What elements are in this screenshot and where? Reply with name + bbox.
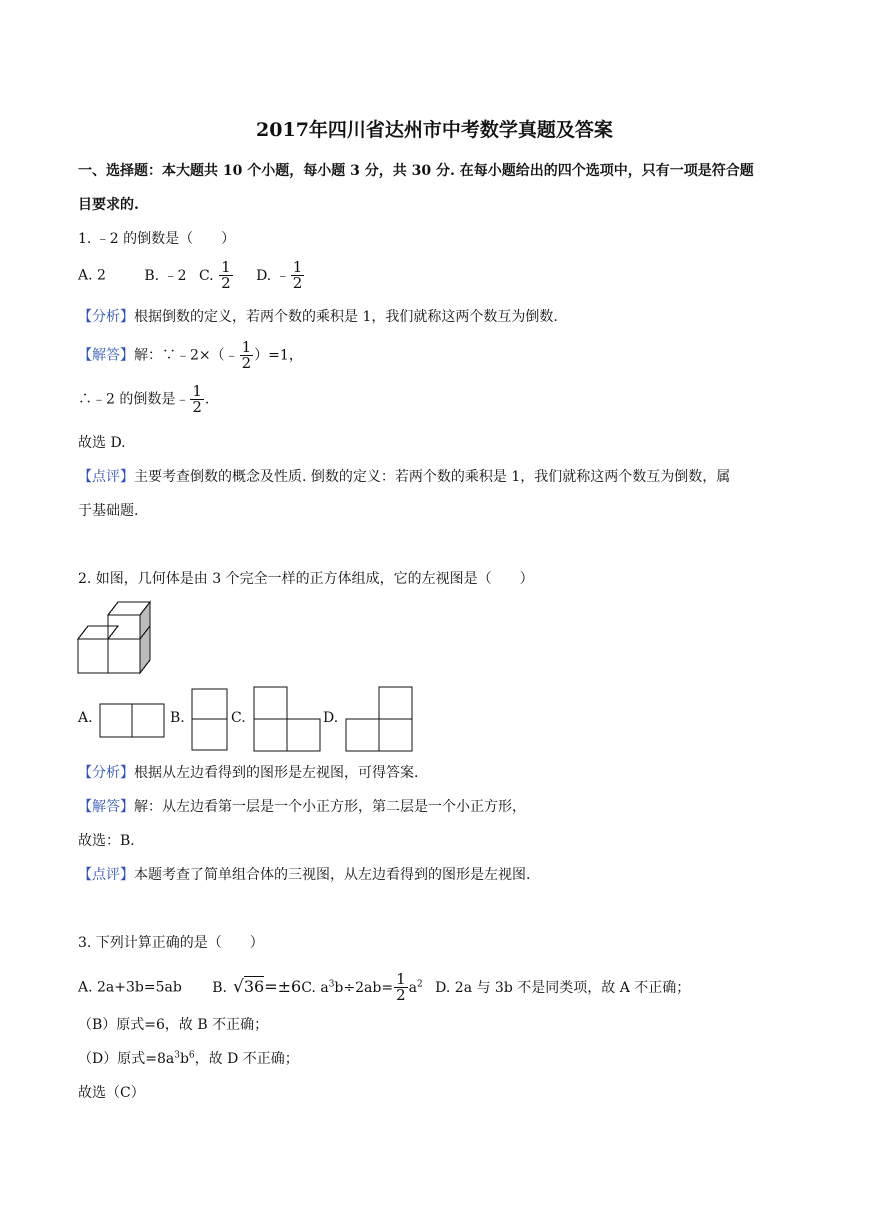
q1-answer: 【解答】解：∵﹣2×（﹣ $\frac{1}{2}$ ）=1， (78, 338, 303, 372)
q1-option-c: C. (198, 267, 214, 284)
q2-comment-tag: 【点评】 (78, 867, 134, 883)
sqrt-sign-icon: √ (233, 976, 244, 997)
q2-option-b-figure (191, 688, 229, 752)
q1-option-c-fraction: $\frac{1}{2}$ (221, 258, 231, 292)
q2-analysis-tag: 【分析】 (78, 765, 134, 781)
q1-option-a: A. 2 (78, 267, 106, 284)
q1-analysis: 【分析】根据倒数的定义，若两个数的乘积是 1，我们就称这两个数互为倒数. (78, 309, 558, 325)
q1-therefore: ∴﹣2 的倒数是﹣ $\frac{1}{2}$ . (78, 382, 210, 416)
q1-analysis-tag: 【分析】 (78, 309, 134, 325)
q1-comment-line2: 于基础题. (78, 503, 139, 519)
q3-line-b: （B）原式=6，故 B 不正确； (78, 1017, 269, 1033)
q2-option-b-label: B. (170, 710, 185, 726)
q3-option-c: C. $a^3b\div 2ab=$ $\frac{1}{2}$ $a^2$ (301, 970, 423, 1004)
section-heading-line2: 目要求的. (78, 197, 139, 213)
q1-stem: 1. ﹣2 的倒数是（ ） (78, 231, 236, 247)
q3-option-c-fraction: $\frac{1}{2}$ (396, 970, 406, 1004)
q1-option-d: D. ﹣ (256, 267, 290, 284)
q3-option-d: D. 2a 与 3b 不是同类项，故 A 不正确； (435, 979, 691, 996)
q3-option-b: B. √36=±6 (212, 976, 302, 997)
q3-option-a: A. 2a+3b=5ab (78, 979, 182, 996)
q2-comment: 【点评】本题考查了简单组合体的三视图，从左边看得到的图形是左视图. (78, 867, 531, 883)
q3-choice: 故选（C） (78, 1085, 145, 1101)
q2-option-a-label: A. (78, 710, 93, 726)
q2-option-c-label: C. (231, 710, 246, 726)
q2-stem: 2. 如图，几何体是由 3 个完全一样的正方体组成，它的左视图是（ ） (78, 571, 534, 587)
q1-comment: 【点评】主要考查倒数的概念及性质. 倒数的定义：若两个数的乘积是 1，我们就称这两个数互为倒数，属 (78, 469, 731, 485)
q3-line-d: （D）原式$=8a^3b^6$，故 D 不正确； (78, 1050, 299, 1067)
q1-answer-tag: 【解答】 (78, 347, 134, 364)
q1-therefore-fraction: $\frac{1}{2}$ (192, 382, 202, 416)
q2-analysis: 【分析】根据从左边看得到的图形是左视图，可得答案. (78, 765, 419, 781)
q1-options (78, 260, 305, 291)
q2-option-d-figure (345, 686, 415, 754)
q2-option-d-label: D. (323, 710, 339, 726)
page-title: 2017年四川省达州市中考数学真题及答案 (256, 119, 613, 141)
q2-option-c-figure (253, 686, 323, 754)
q2-option-a-figure (99, 703, 167, 739)
q3-stem: 3. 下列计算正确的是（ ） (78, 935, 264, 951)
q1-comment-tag: 【点评】 (78, 469, 134, 485)
q1-answer-fraction: $\frac{1}{2}$ (241, 338, 252, 372)
q1-choice: 故选 D. (78, 435, 126, 451)
q2-answer-tag: 【解答】 (78, 799, 134, 815)
q2-choice: 故选：B. (78, 833, 135, 849)
q2-answer: 【解答】解：从左边看第一层是一个小正方形，第二层是一个小正方形， (78, 799, 526, 815)
q1-option-b: B. ﹣2 (144, 267, 187, 284)
q1-option-d-fraction: $\frac{1}{2}$ (292, 258, 303, 292)
q3-options (78, 972, 690, 1003)
q2-solid-figure (76, 598, 156, 678)
section-heading-line1: 一、选择题：本大题共 10 个小题，每小题 3 分，共 30 分. 在每小题给出的四个选项中，只有一项是符合题 (78, 163, 754, 179)
